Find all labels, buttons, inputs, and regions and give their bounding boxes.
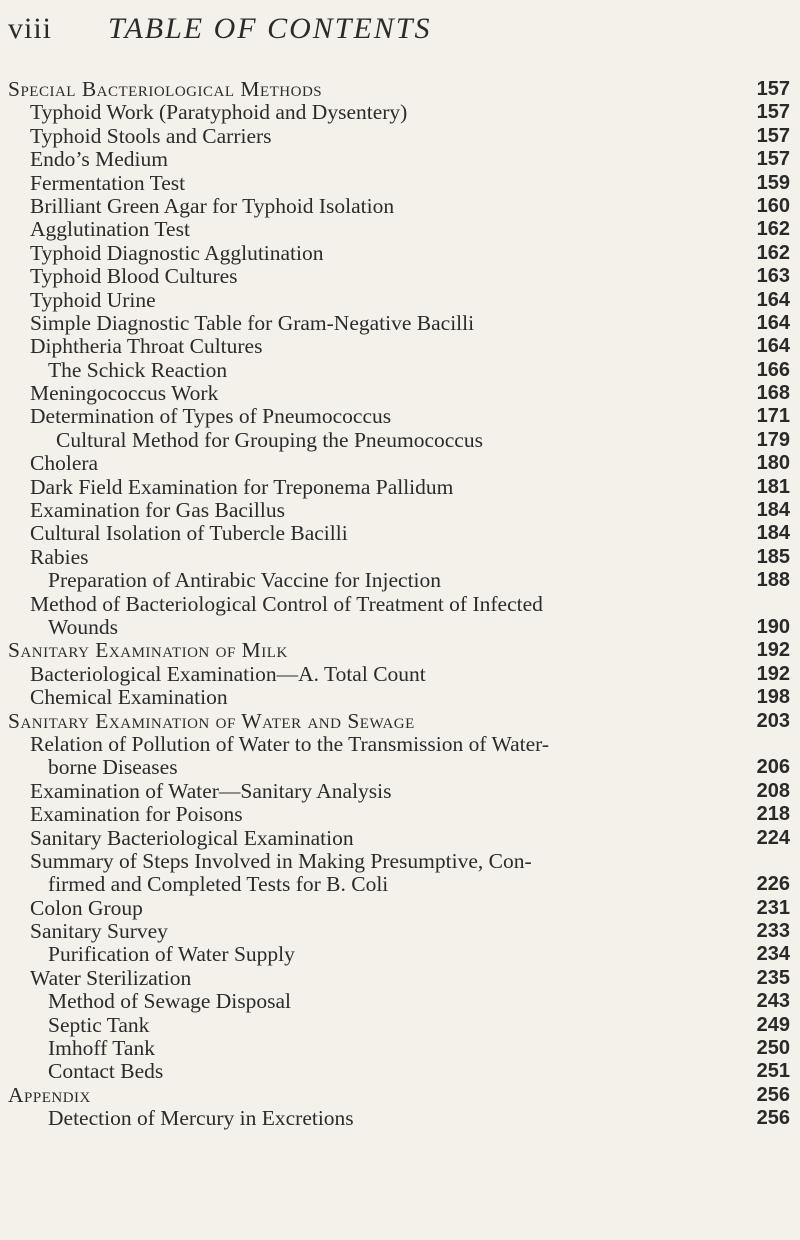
- toc-entry: [0, 148, 800, 171]
- entry-title: Diphtheria Throat Cultures: [30, 334, 263, 359]
- entry-page-number: 181: [756, 475, 790, 498]
- entry-page-number: 185: [756, 545, 790, 568]
- toc-entry: [0, 218, 800, 241]
- entry-page-number: 235: [756, 966, 790, 989]
- entry-title: Meningococcus Work: [30, 381, 219, 406]
- entry-title: Cultural Method for Grouping the Pneumococcus: [56, 427, 483, 452]
- toc-entry: [0, 990, 800, 1013]
- entry-title: Purification of Water Supply: [48, 942, 295, 967]
- entry-title: Typhoid Stools and Carriers: [30, 123, 272, 148]
- entry-page-number: 157: [756, 148, 790, 171]
- entry-title: Method of Sewage Disposal: [48, 989, 292, 1014]
- entry-title: Colon Group: [30, 895, 143, 920]
- section-heading: Appendix: [8, 1082, 91, 1107]
- entry-page-number: 164: [756, 311, 790, 334]
- toc-entry: [0, 382, 800, 405]
- entry-title: Wounds: [48, 614, 118, 639]
- toc-entry: [0, 359, 800, 382]
- toc-entry: [0, 639, 800, 662]
- entry-title: Septic Tank: [48, 1012, 150, 1037]
- entry-page-number: 190: [756, 615, 790, 638]
- toc-entry: [0, 873, 800, 896]
- entry-page-number: 159: [756, 171, 790, 194]
- toc-entry: [0, 663, 800, 686]
- running-title: TABLE OF CONTENTS: [108, 12, 432, 45]
- entry-title: Agglutination Test: [30, 217, 190, 242]
- entry-title: Sanitary Survey: [30, 919, 168, 944]
- entry-title: Imhoff Tank: [48, 1036, 155, 1061]
- entry-title: Water Sterilization: [30, 965, 192, 990]
- toc-entry: [0, 476, 800, 499]
- entry-page-number: 160: [756, 194, 790, 217]
- entry-page-number: 256: [756, 1083, 790, 1106]
- section-heading: Sanitary Examination of Milk: [8, 638, 288, 663]
- entry-page-number: 166: [756, 358, 790, 381]
- toc-entry: [0, 1014, 800, 1037]
- table-of-contents: [0, 78, 800, 1131]
- entry-title: Dark Field Examination for Treponema Pallidum: [30, 474, 454, 499]
- entry-page-number: 249: [756, 1013, 790, 1036]
- toc-entry: [0, 405, 800, 428]
- entry-title: Rabies: [30, 544, 89, 569]
- entry-page-number: 226: [756, 873, 790, 896]
- toc-entry: [0, 195, 800, 218]
- entry-title: Examination for Gas Bacillus: [30, 498, 285, 523]
- toc-entry: [0, 920, 800, 943]
- toc-entry: [0, 125, 800, 148]
- entry-page-number: 233: [756, 920, 790, 943]
- toc-entry: [0, 429, 800, 452]
- toc-entry: [0, 335, 800, 358]
- entry-title: Typhoid Urine: [30, 287, 156, 312]
- toc-entry: [0, 897, 800, 920]
- toc-entry: [0, 289, 800, 312]
- toc-entry: [0, 780, 800, 803]
- entry-title: Typhoid Work (Paratyphoid and Dysentery): [30, 100, 408, 125]
- toc-entry: [0, 172, 800, 195]
- entry-title: Relation of Pollution of Water to the Transmission of Water-: [30, 731, 550, 756]
- entry-title: Typhoid Blood Cultures: [30, 264, 238, 289]
- toc-entry: [0, 546, 800, 569]
- entry-page-number: 162: [756, 241, 790, 264]
- entry-page-number: 231: [756, 896, 790, 919]
- entry-title: Detection of Mercury in Excretions: [48, 1106, 354, 1131]
- entry-title: Brilliant Green Agar for Typhoid Isolation: [30, 193, 395, 218]
- entry-page-number: 180: [756, 452, 790, 475]
- entry-page-number: 243: [756, 990, 790, 1013]
- entry-page-number: 163: [756, 265, 790, 288]
- entry-title: Typhoid Diagnostic Agglutination: [30, 240, 324, 265]
- entry-page-number: 168: [756, 382, 790, 405]
- toc-entry: [0, 569, 800, 592]
- entry-page-number: 162: [756, 218, 790, 241]
- toc-entry: [0, 265, 800, 288]
- entry-title: Sanitary Bacteriological Examination: [30, 825, 354, 850]
- toc-entry: [0, 710, 800, 733]
- toc-entry: [0, 101, 800, 124]
- toc-entry: [0, 803, 800, 826]
- entry-page-number: 218: [756, 803, 790, 826]
- toc-entry: [0, 242, 800, 265]
- entry-title: Preparation of Antirabic Vaccine for Injection: [48, 568, 442, 593]
- entry-title: Fermentation Test: [30, 170, 186, 195]
- toc-entry: [0, 452, 800, 475]
- entry-page-number: 157: [756, 101, 790, 124]
- entry-title: Examination of Water—Sanitary Analysis: [30, 778, 392, 803]
- entry-title: Bacteriological Examination—A. Total Count: [30, 661, 426, 686]
- toc-entry: [0, 827, 800, 850]
- toc-entry: [0, 616, 800, 639]
- entry-title: Chemical Examination: [30, 685, 228, 710]
- page-header: [0, 8, 800, 56]
- section-heading: Special Bacteriological Methods: [8, 77, 323, 101]
- toc-entry: [0, 78, 800, 101]
- toc-entry: [0, 967, 800, 990]
- toc-entry: [0, 943, 800, 966]
- entry-page-number: 184: [756, 499, 790, 522]
- entry-page-number: 157: [756, 78, 790, 100]
- toc-entry: [0, 522, 800, 545]
- toc-entry: [0, 1037, 800, 1060]
- entry-page-number: 203: [756, 709, 790, 732]
- entry-title: Examination for Poisons: [30, 802, 243, 827]
- entry-page-number: 192: [756, 639, 790, 662]
- toc-entry: [0, 312, 800, 335]
- entry-page-number: 234: [756, 943, 790, 966]
- toc-entry: [0, 733, 800, 756]
- entry-title: borne Diseases: [48, 755, 178, 780]
- toc-entry: [0, 1107, 800, 1130]
- entry-title: Endo’s Medium: [30, 147, 168, 172]
- page-number: viii: [8, 12, 53, 45]
- entry-page-number: 251: [756, 1060, 790, 1083]
- entry-title: Cholera: [30, 451, 99, 476]
- entry-title: The Schick Reaction: [48, 357, 228, 382]
- toc-entry: [0, 850, 800, 873]
- entry-page-number: 184: [756, 522, 790, 545]
- section-heading: Sanitary Examination of Water and Sewage: [8, 708, 415, 733]
- entry-page-number: 208: [756, 779, 790, 802]
- entry-page-number: 171: [756, 405, 790, 428]
- toc-entry: [0, 593, 800, 616]
- entry-title: Simple Diagnostic Table for Gram-Negative Bacilli: [30, 310, 475, 335]
- entry-title: firmed and Completed Tests for B. Coli: [48, 872, 389, 897]
- entry-page-number: 157: [756, 124, 790, 147]
- toc-entry: [0, 499, 800, 522]
- toc-entry: [0, 756, 800, 779]
- entry-title: Cultural Isolation of Tubercle Bacilli: [30, 521, 348, 546]
- entry-page-number: 250: [756, 1037, 790, 1060]
- entry-page-number: 206: [756, 756, 790, 779]
- entry-title: Method of Bacteriological Control of Treatment of Infected: [30, 591, 543, 616]
- entry-title: Contact Beds: [48, 1059, 164, 1084]
- entry-title: Summary of Steps Involved in Making Presumptive, Con-: [30, 848, 532, 873]
- toc-entry: [0, 1084, 800, 1107]
- entry-page-number: 192: [756, 662, 790, 685]
- toc-entry: [0, 686, 800, 709]
- entry-page-number: 164: [756, 335, 790, 358]
- entry-page-number: 198: [756, 686, 790, 709]
- toc-entry: [0, 1060, 800, 1083]
- entry-page-number: 188: [756, 569, 790, 592]
- entry-page-number: 256: [756, 1107, 790, 1130]
- entry-page-number: 179: [756, 428, 790, 451]
- entry-page-number: 164: [756, 288, 790, 311]
- entry-title: Determination of Types of Pneumococcus: [30, 404, 392, 429]
- entry-page-number: 224: [756, 826, 790, 849]
